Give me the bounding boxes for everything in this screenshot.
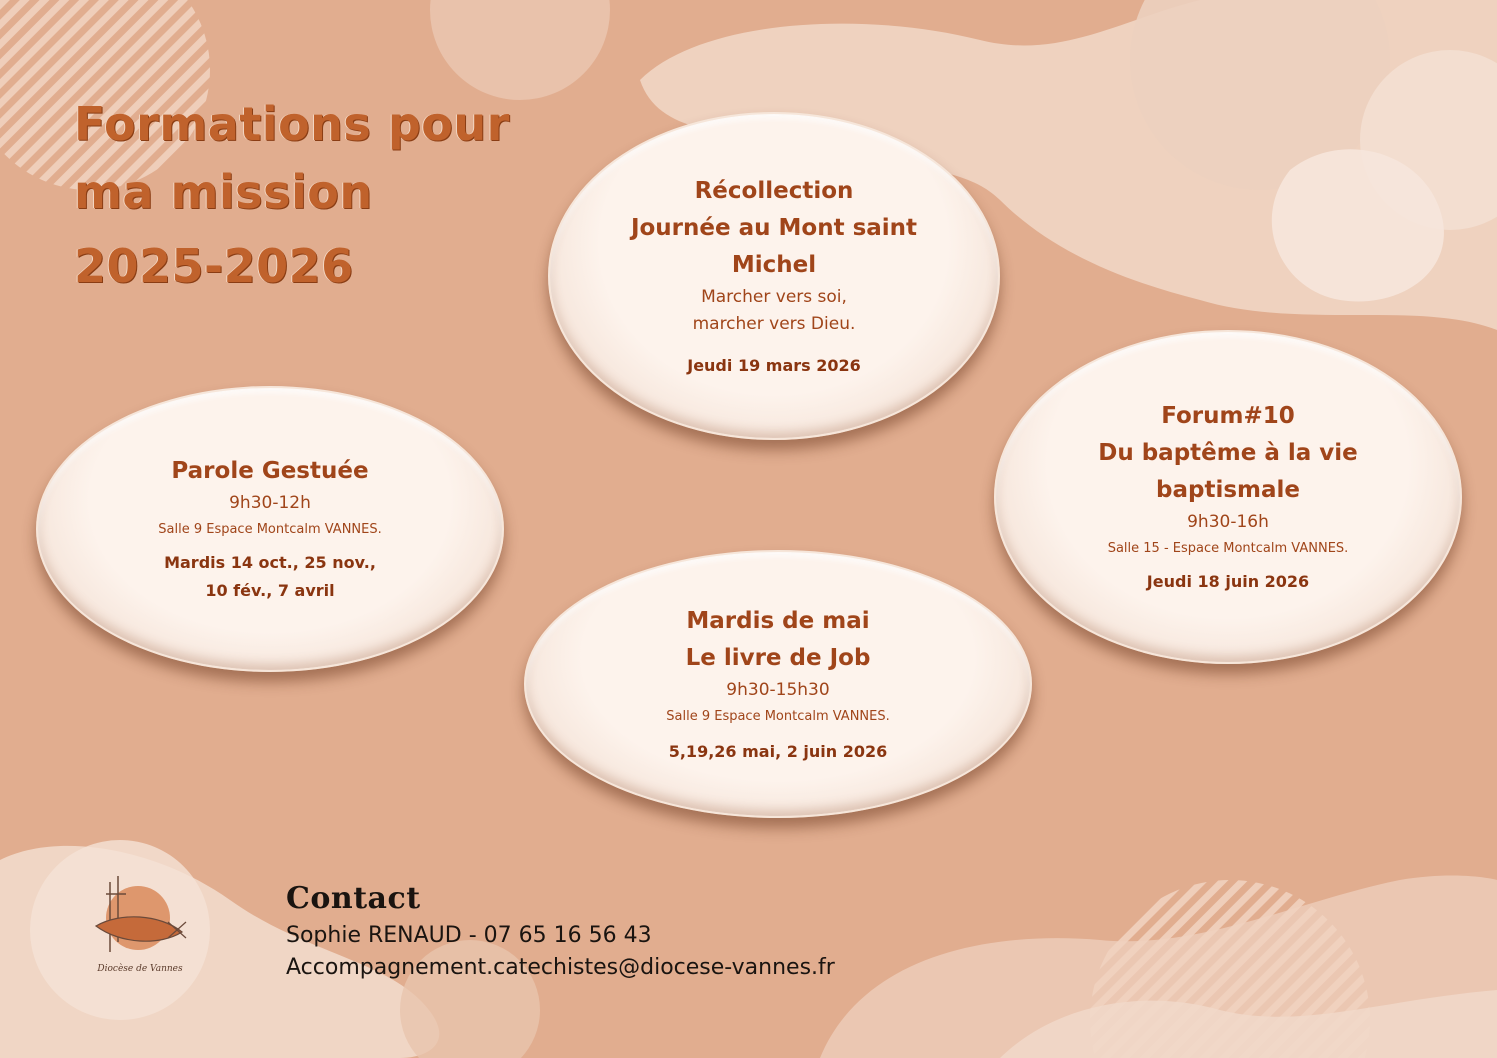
event-date: Mardis 14 oct., 25 nov.,	[164, 553, 376, 572]
event-heading: Du baptême à la vie	[1098, 440, 1358, 466]
event-heading: Mardis de mai	[686, 607, 870, 634]
event-date: Jeudi 19 mars 2026	[687, 355, 861, 375]
event-forum	[994, 330, 1462, 664]
contact-name-phone: Sophie RENAUD - 07 65 16 56 43	[286, 923, 652, 948]
event-parole-gestuee	[36, 386, 504, 672]
event-heading: Michel	[731, 251, 817, 278]
event-heading: Journée au Mont saint	[630, 214, 918, 241]
event-heading: baptismale	[1156, 477, 1300, 503]
event-heading: Récollection	[694, 177, 854, 204]
page-title	[74, 90, 510, 300]
event-date: Jeudi 18 juin 2026	[1146, 572, 1310, 591]
event-date: 10 fév., 7 avril	[205, 581, 335, 600]
event-mardis-de-mai	[524, 550, 1032, 818]
contact-block	[286, 878, 835, 984]
event-heading: Parole Gestuée	[171, 458, 369, 484]
event-time: 9h30-12h	[229, 493, 311, 513]
contact-email[interactable]: Accompagnement.catechistes@diocese-vannes.fr	[286, 955, 835, 980]
event-date: 5,19,26 mai, 2 juin 2026	[668, 741, 888, 761]
event-recollection	[548, 112, 1000, 440]
event-place: Salle 15 - Espace Montcalm VANNES.	[1107, 541, 1349, 556]
event-text: Marcher vers soi,	[701, 286, 847, 307]
title-line-1: Formations pour	[74, 97, 510, 151]
contact-heading: Contact	[286, 881, 421, 916]
event-place: Salle 9 Espace Montcalm VANNES.	[158, 522, 382, 537]
event-place: Salle 9 Espace Montcalm VANNES.	[666, 708, 890, 724]
event-time: 9h30-15h30	[726, 679, 830, 700]
logo-caption: Diocèse de Vannes	[97, 964, 183, 974]
event-text: marcher vers Dieu.	[692, 313, 856, 334]
title-year: 2025-2026	[74, 239, 354, 293]
event-time: 9h30-16h	[1187, 512, 1269, 532]
title-line-2: ma mission	[74, 165, 373, 219]
event-heading: Forum#10	[1161, 403, 1295, 429]
event-heading: Le livre de Job	[685, 644, 871, 671]
